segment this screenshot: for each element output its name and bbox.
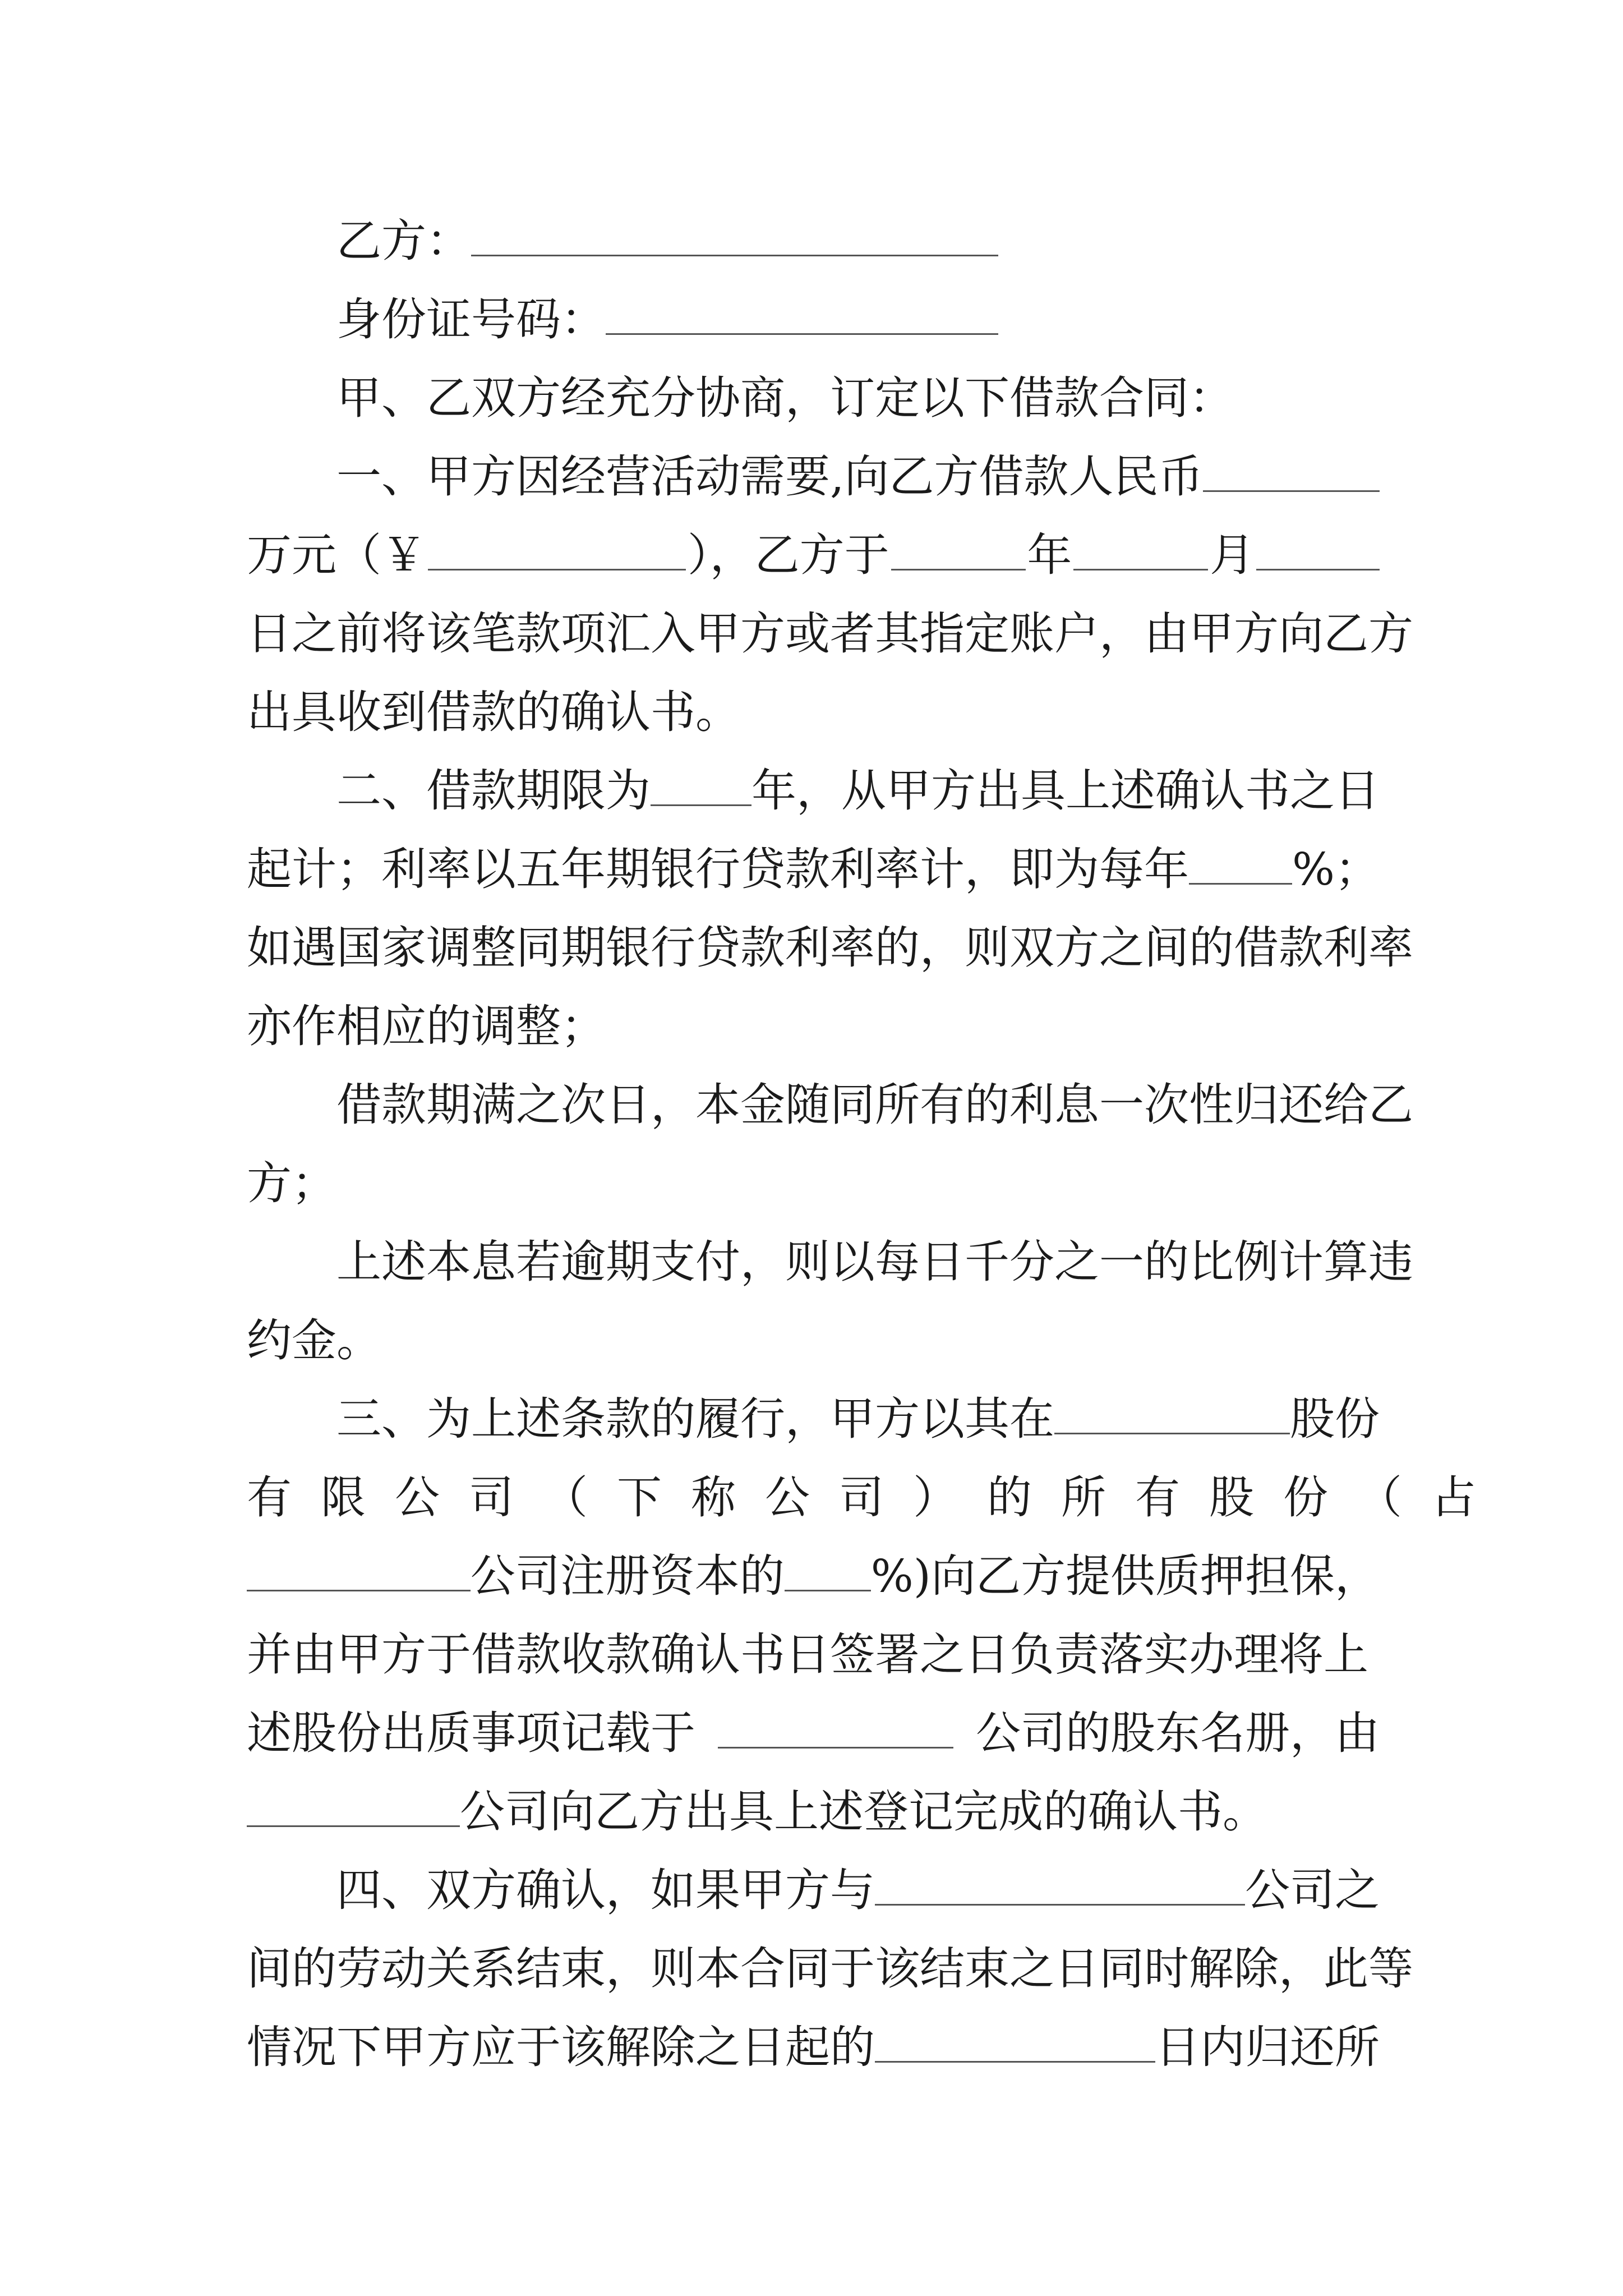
interest-rate-blank[interactable] bbox=[1189, 843, 1292, 885]
loan-amount-blank[interactable] bbox=[1203, 450, 1380, 492]
share-company-blank[interactable] bbox=[247, 1549, 471, 1591]
clause2-text-1a: 二、借款期限为 bbox=[336, 765, 651, 817]
clause3-line1 bbox=[336, 1386, 1380, 1453]
clause2-text-2a: 起计；利率以五年期银行贷款利率计，即为每年 bbox=[247, 843, 1189, 895]
share-percent-blank[interactable] bbox=[785, 1549, 871, 1591]
clause4-text-2: 间的劳动关系结束，则本合同于该结束之日同时解除，此等 bbox=[247, 1943, 1413, 1995]
employer-company-blank[interactable] bbox=[875, 1864, 1245, 1906]
clause2-line3 bbox=[247, 914, 1413, 982]
month-blank[interactable] bbox=[1073, 528, 1208, 570]
id-number-label: 身份证号码： bbox=[336, 293, 606, 346]
clause3-text-4: 并由甲方于借款收款确认书日签署之日负责落实办理将上 bbox=[247, 1628, 1368, 1681]
clause4-text-1b: 公司之 bbox=[1245, 1864, 1380, 1916]
clause2-p3-text-2: 约金。 bbox=[247, 1314, 381, 1366]
issuing-company-blank[interactable] bbox=[247, 1785, 460, 1827]
clause3-text-5b: 公司的股东名册，由 bbox=[976, 1707, 1380, 1759]
party-b-line bbox=[336, 208, 1380, 275]
clause3-text-3b: %)向乙方提供质押担保， bbox=[870, 1550, 1380, 1602]
clause2-p2-text-2: 方； bbox=[247, 1157, 336, 1209]
clause4-text-1a: 四、双方确认，如果甲方与 bbox=[336, 1864, 875, 1916]
clause3-line2 bbox=[247, 1464, 1505, 1531]
clause3-text-5a: 述股份出质事项记载于 bbox=[247, 1707, 695, 1759]
clause1-line2 bbox=[247, 522, 1380, 589]
clause1-text-2c: 年 bbox=[1027, 529, 1072, 581]
party-b-label: 乙方： bbox=[336, 215, 471, 267]
clause2-p2-line1 bbox=[336, 1071, 1413, 1139]
party-b-blank[interactable] bbox=[471, 214, 998, 256]
clause1-line4 bbox=[247, 679, 1380, 746]
clause2-p3-line1 bbox=[336, 1228, 1413, 1296]
id-number-line bbox=[336, 286, 1380, 353]
clause4-line1 bbox=[336, 1857, 1380, 1924]
id-number-blank[interactable] bbox=[606, 293, 998, 335]
clause1-line1 bbox=[336, 443, 1380, 510]
clause2-line2 bbox=[247, 836, 1380, 903]
clause1-text-3: 日之前将该笔款项汇入甲方或者其指定账户，由甲方向乙方 bbox=[247, 608, 1413, 660]
clause2-line1 bbox=[336, 757, 1380, 825]
intro-text: 甲、乙双方经充分协商，订定以下借款合同： bbox=[336, 372, 1234, 424]
clause2-text-4: 亦作相应的调整； bbox=[247, 1000, 606, 1052]
clause1-text-4: 出具收到借款的确认书。 bbox=[247, 686, 740, 738]
clause1-text-2a: 万元（￥ bbox=[247, 529, 426, 581]
clause3-text-1b: 股份 bbox=[1290, 1393, 1380, 1445]
clause2-p3-line2 bbox=[247, 1307, 1380, 1374]
clause3-line6 bbox=[247, 1778, 1380, 1846]
clause4-text-3a: 情况下甲方应于该解除之日起的 bbox=[247, 2021, 875, 2073]
register-company-blank[interactable] bbox=[718, 1706, 953, 1749]
clause3-text-3a: 公司注册资本的 bbox=[470, 1550, 785, 1602]
clause3-text-2a: 有限公司（下称 bbox=[247, 1471, 765, 1524]
intro-line bbox=[336, 365, 1380, 432]
clause1-text-1: 一、甲方因经营活动需要,向乙方借款人民币 bbox=[336, 450, 1204, 503]
clause1-text-2b: ），乙方于 bbox=[687, 529, 889, 581]
clause3-line5 bbox=[247, 1700, 1380, 1767]
company-name-blank-1[interactable] bbox=[1054, 1392, 1290, 1434]
clause3-line3 bbox=[247, 1543, 1380, 1610]
day-blank[interactable] bbox=[1256, 528, 1380, 570]
clause3-line4 bbox=[247, 1621, 1380, 1688]
clause4-line3 bbox=[247, 2014, 1380, 2081]
clause2-p2-line2 bbox=[247, 1150, 1380, 1217]
clause2-p2-text-1: 借款期满之次日，本金随同所有的利息一次性归还给乙 bbox=[336, 1079, 1413, 1131]
clause2-p3-text-1: 上述本息若逾期支付，则以每日千分之一的比例计算违 bbox=[336, 1236, 1413, 1288]
clause3-text-1a: 三、为上述条款的履行，甲方以其在 bbox=[336, 1393, 1054, 1445]
clause4-line2 bbox=[247, 1935, 1413, 2003]
clause3-text-2b: 公司）的所有股份（占 bbox=[765, 1471, 1505, 1524]
repayment-days-blank[interactable] bbox=[875, 2021, 1155, 2063]
clause2-text-2b: %； bbox=[1292, 843, 1380, 895]
clause2-line4 bbox=[247, 993, 1380, 1060]
clause2-text-3: 如遇国家调整同期银行贷款利率的，则双方之间的借款利率 bbox=[247, 922, 1413, 974]
clause1-line3 bbox=[247, 600, 1413, 668]
clause2-text-1b: 年，从甲方出具上述确认书之日 bbox=[751, 765, 1380, 817]
clause4-text-3b: 日内归还所 bbox=[1155, 2021, 1380, 2073]
year-blank[interactable] bbox=[891, 528, 1026, 570]
clause3-text-6: 公司向乙方出具上述登记完成的确认书。 bbox=[460, 1786, 1267, 1838]
loan-amount-figure-blank[interactable] bbox=[428, 528, 686, 570]
loan-term-blank[interactable] bbox=[651, 764, 751, 806]
clause1-text-2d: 月 bbox=[1210, 529, 1255, 581]
